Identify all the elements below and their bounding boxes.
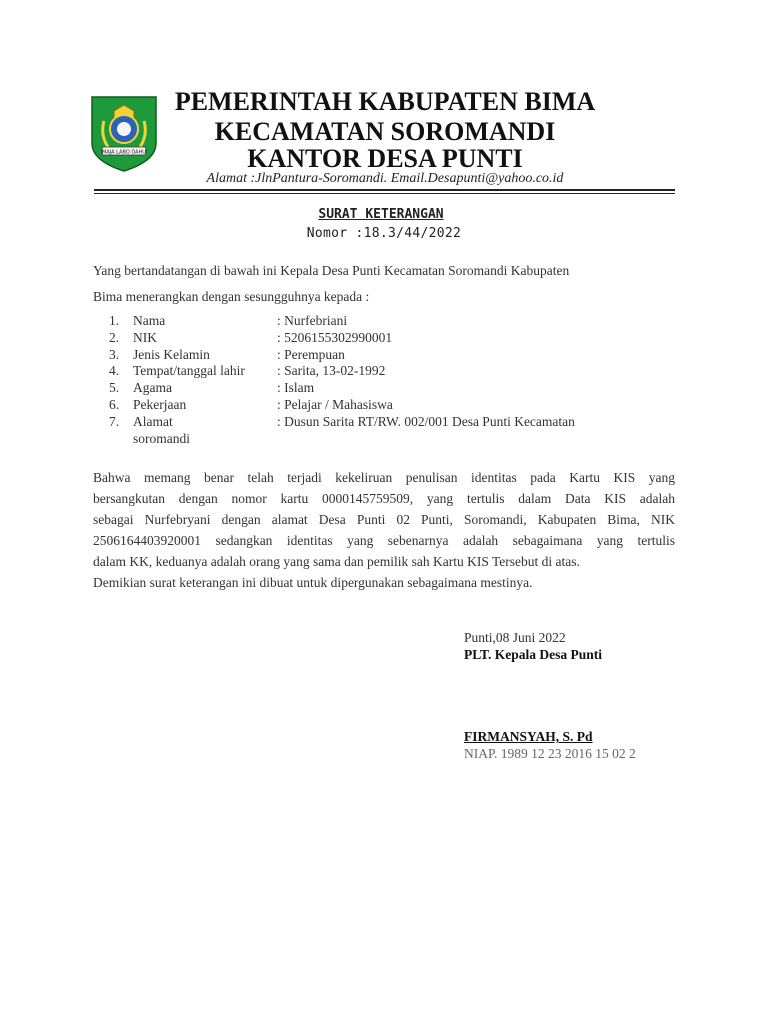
detail-label: Pekerjaan (133, 396, 187, 412)
detail-value: : Dusun Sarita RT/RW. 002/001 Desa Punti Kecamatan (277, 413, 575, 429)
signature-place-date: Punti,08 Juni 2022 (464, 630, 566, 645)
detail-row-name (93, 313, 693, 330)
kabupaten-bima-emblem-icon (90, 95, 158, 173)
body-paragraph (93, 467, 675, 593)
detail-row-birth (93, 363, 693, 380)
document-title (200, 207, 568, 222)
kop-line-district: KECAMATAN SOROMANDI (214, 117, 556, 146)
detail-number: 6. (109, 396, 120, 412)
intro-line-1: Yang bertandatangan di bawah ini Kepala Desa Punti Kecamatan Soromandi Kabupaten (93, 263, 570, 278)
signature-role: PLT. Kepala Desa Punti (464, 647, 603, 662)
detail-label: Jenis Kelamin (133, 346, 210, 362)
document-title-text: SURAT KETERANGAN (318, 207, 444, 222)
detail-row-address-continuation (93, 431, 693, 448)
kop-divider-thin (94, 193, 675, 194)
body-line: Bahwa memang benar telah terjadi kekeliruan penulisan identitas pada Kartu KIS yang (93, 470, 675, 485)
detail-number: 2. (109, 329, 120, 345)
detail-number: 7. (109, 413, 120, 429)
kop-divider-thick (94, 189, 675, 191)
detail-value: : Sarita, 13-02-1992 (277, 363, 386, 379)
detail-continuation: soromandi (133, 430, 190, 446)
body-line: sebagai Nurfebryani dengan alamat Desa Punti 02 Punti, Soromandi, Kabupaten Bima, NIK (93, 512, 675, 527)
signature-name: FIRMANSYAH, S. Pd (464, 729, 593, 744)
detail-value: : Pelajar / Mahasiswa (277, 396, 393, 412)
detail-value: : Islam (277, 380, 315, 396)
detail-value: : 5206155302990001 (277, 329, 393, 345)
body-line: 2506164403920001 sedangkan identitas yang sebenarnya adalah sebagaimana yang tertulis (93, 533, 675, 548)
identity-details-list (93, 313, 693, 447)
body-line: dalam KK, keduanya adalah orang yang sama dan pemilik sah Kartu KIS Tersebut di atas. (93, 554, 580, 569)
detail-label: Tempat/tanggal lahir (133, 363, 245, 379)
detail-number: 4. (109, 363, 120, 379)
intro-line-2: Bima menerangkan dengan sesungguhnya kepada : (93, 289, 370, 304)
detail-row-nik (93, 330, 693, 347)
detail-value: : Perempuan (277, 346, 345, 362)
detail-number: 5. (109, 380, 120, 396)
document-number: Nomor :18.3/44/2022 (306, 226, 462, 241)
detail-label: Agama (133, 380, 172, 396)
detail-row-occupation (93, 397, 693, 414)
detail-number: 3. (109, 346, 120, 362)
kop-line-office: KANTOR DESA PUNTI (247, 144, 523, 173)
detail-value: : Nurfebriani (277, 313, 348, 328)
kop-address: Alamat :JlnPantura-Soromandi. Email.Desapunti@yahoo.co.id (206, 171, 564, 186)
detail-row-address (93, 414, 693, 431)
detail-row-gender (93, 347, 693, 364)
kop-line-government: PEMERINTAH KABUPATEN BIMA (174, 87, 596, 116)
logo-banner-text: MAJA LABO DAHU (102, 149, 146, 156)
detail-row-religion (93, 380, 693, 397)
body-line: Demikian surat keterangan ini dibuat untuk dipergunakan sebagaimana mestinya. (93, 575, 533, 590)
signature-id-number: NIAP. 1989 12 23 2016 15 02 2 (464, 746, 636, 761)
detail-label: NIK (133, 329, 157, 345)
detail-label: Alamat (133, 413, 173, 429)
body-line: bersangkutan dengan nomor kartu 0000145759509, yang tertulis dalam Data KIS adalah (93, 491, 675, 506)
detail-number: 1. (109, 313, 120, 328)
detail-label: Nama (133, 313, 166, 328)
